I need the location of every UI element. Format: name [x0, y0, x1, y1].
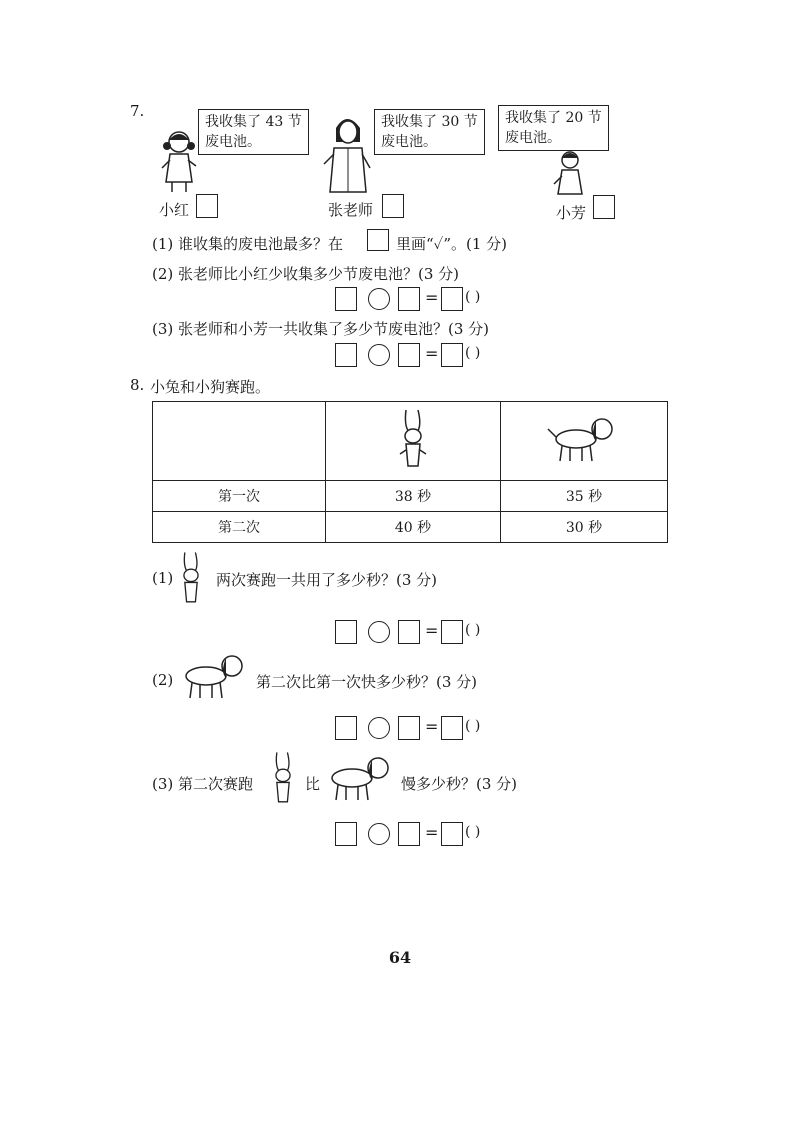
question-8-2-text: 第二次比第一次快多少秒？(3 分)	[256, 673, 478, 691]
rabbit-icon	[176, 546, 206, 610]
bubble-line: 我收集了 43 节	[205, 114, 302, 130]
bubble-line: 废电池。	[505, 130, 561, 146]
rabbit-icon	[268, 746, 298, 810]
name-teacher: 张老师	[328, 201, 374, 219]
bubble-line: 废电池。	[205, 134, 261, 150]
result-box[interactable]	[441, 287, 463, 311]
equation-box[interactable]	[335, 287, 357, 311]
equation-box[interactable]	[335, 620, 357, 644]
question-8-2-prefix: (2)	[152, 671, 174, 689]
girl-xiaofang-illustration	[552, 150, 588, 200]
equation-box[interactable]	[398, 822, 420, 846]
operator-circle[interactable]	[368, 621, 390, 643]
dog-time: 30 秒	[501, 512, 668, 543]
bubble-line: 我收集了 30 节	[381, 114, 478, 130]
question-8-title: 小兔和小狗赛跑。	[150, 378, 271, 396]
row-label: 第一次	[153, 481, 326, 512]
race-table	[152, 401, 668, 543]
table-header-row	[153, 402, 668, 481]
answer-box-teacher[interactable]	[382, 194, 404, 218]
result-box[interactable]	[441, 620, 463, 644]
equation-box[interactable]	[398, 620, 420, 644]
inline-box-icon	[367, 229, 389, 251]
page-number: 64	[388, 948, 412, 967]
rabbit-time: 38 秒	[326, 481, 501, 512]
question-8-number: 8.	[130, 376, 145, 394]
result-box[interactable]	[441, 822, 463, 846]
speech-bubble-xiaohong	[198, 109, 309, 155]
rabbit-icon	[396, 406, 430, 472]
question-8-3-mid: 比	[305, 775, 321, 793]
question-7-3-text: (3) 张老师和小芳一共收集了多少节废电池？(3 分)	[152, 320, 490, 338]
question-8-3-tail: 慢多少秒？(3 分)	[401, 775, 518, 793]
name-xiaohong: 小红	[159, 201, 190, 219]
dog-icon	[546, 413, 622, 465]
question-7-1-tail: 里画“✓”。(1 分)	[396, 235, 508, 253]
bubble-line: 废电池。	[381, 134, 437, 150]
header-dog-cell	[501, 402, 668, 481]
equation-box[interactable]	[398, 716, 420, 740]
header-rabbit-cell	[326, 402, 501, 481]
table-row	[153, 512, 668, 543]
equals-sign: =	[425, 621, 439, 640]
result-box[interactable]	[441, 343, 463, 367]
question-7-1-text: (1) 谁收集的废电池最多？在	[152, 235, 344, 253]
equation-box[interactable]	[335, 822, 357, 846]
unit-parentheses[interactable]: ( )	[465, 345, 481, 361]
operator-circle[interactable]	[368, 344, 390, 366]
question-8-1-prefix: (1)	[152, 569, 174, 587]
unit-parentheses[interactable]: ( )	[465, 622, 481, 638]
equation-box[interactable]	[335, 716, 357, 740]
question-7-2-text: (2) 张老师比小红少收集多少节废电池？(3 分)	[152, 265, 460, 283]
question-8-1-text: 两次赛跑一共用了多少秒？(3 分)	[216, 571, 438, 589]
dog-time: 35 秒	[501, 481, 668, 512]
operator-circle[interactable]	[368, 717, 390, 739]
rabbit-time: 40 秒	[326, 512, 501, 543]
result-box[interactable]	[441, 716, 463, 740]
dog-icon	[176, 650, 252, 702]
name-xiaofang: 小芳	[556, 204, 587, 222]
answer-box-xiaohong[interactable]	[196, 194, 218, 218]
girl-xiaohong-illustration	[158, 128, 200, 194]
table-row	[153, 481, 668, 512]
answer-box-xiaofang[interactable]	[593, 195, 615, 219]
question-7-number: 7.	[130, 102, 145, 120]
unit-parentheses[interactable]: ( )	[465, 289, 481, 305]
unit-parentheses[interactable]: ( )	[465, 824, 481, 840]
header-empty-cell	[153, 402, 326, 481]
equals-sign: =	[425, 717, 439, 736]
row-label: 第二次	[153, 512, 326, 543]
question-8-3-prefix: (3) 第二次赛跑	[152, 775, 254, 793]
equals-sign: =	[425, 288, 439, 307]
operator-circle[interactable]	[368, 823, 390, 845]
bubble-line: 我收集了 20 节	[505, 110, 602, 126]
unit-parentheses[interactable]: ( )	[465, 718, 481, 734]
equals-sign: =	[425, 823, 439, 842]
equals-sign: =	[425, 344, 439, 363]
speech-bubble-xiaofang	[498, 105, 609, 151]
equation-box[interactable]	[398, 287, 420, 311]
operator-circle[interactable]	[368, 288, 390, 310]
speech-bubble-teacher	[374, 109, 485, 155]
teacher-illustration	[322, 112, 372, 196]
equation-box[interactable]	[398, 343, 420, 367]
equation-box[interactable]	[335, 343, 357, 367]
dog-icon	[322, 752, 398, 804]
